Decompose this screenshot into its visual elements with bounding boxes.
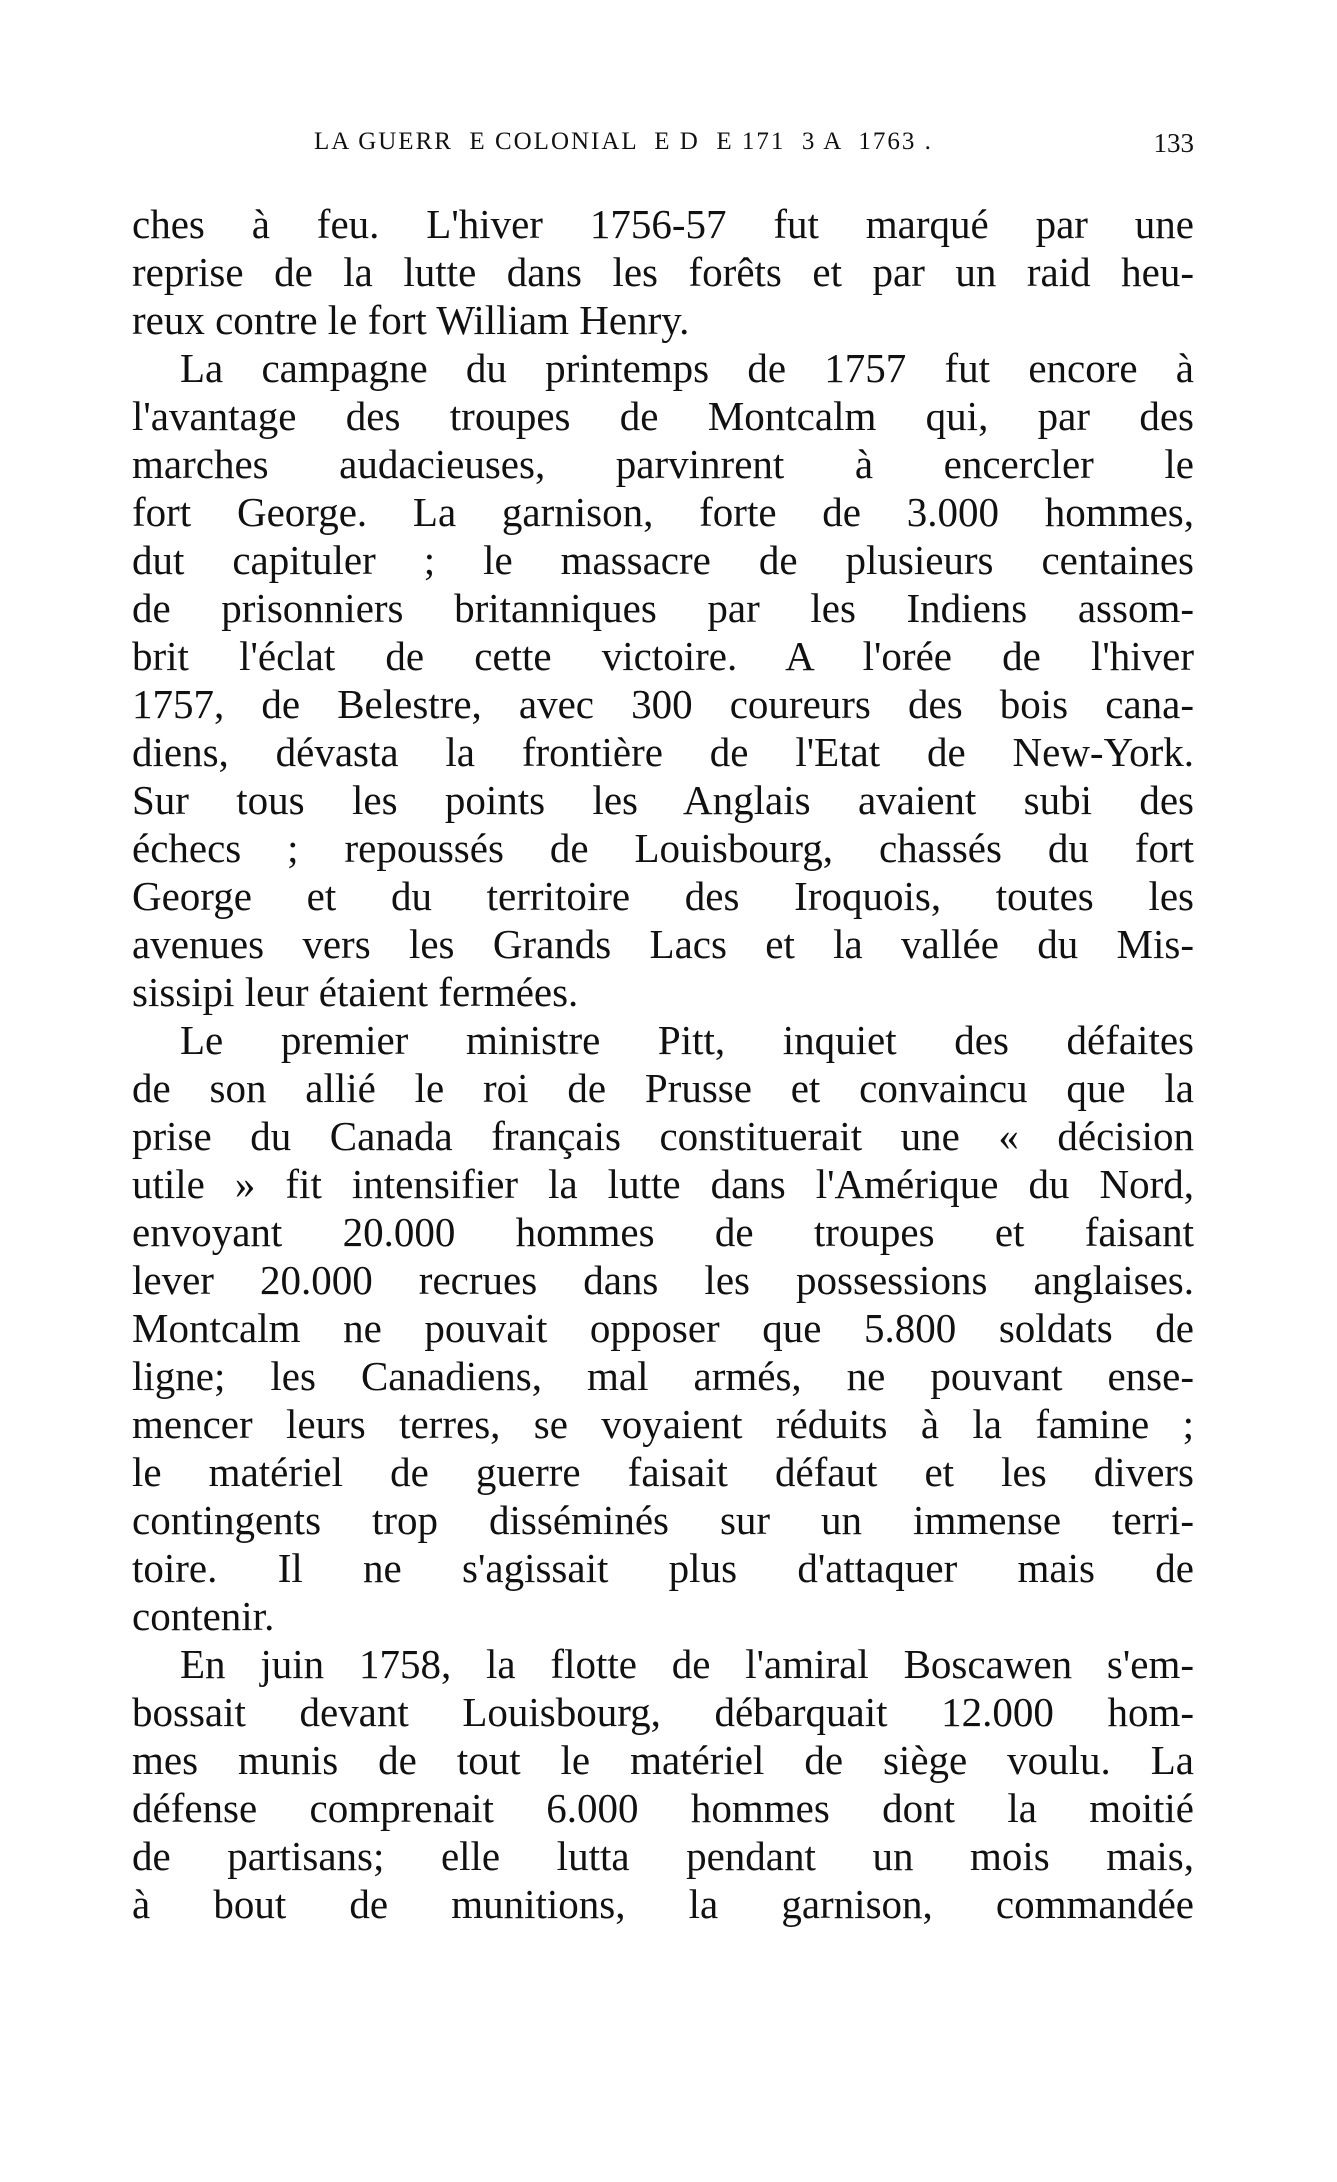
page-number: 133 — [1153, 128, 1194, 158]
text-line: l'avantage des troupes de Montcalm qui, par des — [132, 393, 1194, 439]
text-line: dut capituler ; le massacre de plusieurs centaines — [132, 537, 1194, 583]
text-line: diens, dévasta la frontière de l'Etat de New-York. — [132, 729, 1194, 775]
text-line: de partisans; elle lutta pendant un mois mais, — [132, 1833, 1194, 1879]
text-line: envoyant 20.000 hommes de troupes et faisant — [132, 1209, 1194, 1255]
text-line: toire. Il ne s'agissait plus d'attaquer mais de — [132, 1545, 1194, 1591]
text-line: lever 20.000 recrues dans les possessions anglaises. — [132, 1257, 1194, 1303]
text-line: contenir. — [132, 1593, 275, 1639]
text-line: ches à feu. L'hiver 1756-57 fut marqué par une — [132, 201, 1194, 247]
text-line: de prisonniers britanniques par les Indiens assom- — [132, 585, 1194, 631]
text-line: avenues vers les Grands Lacs et la vallée du Mis- — [132, 921, 1194, 967]
body-text — [132, 200, 1194, 1928]
text-line: marches audacieuses, parvinrent à encercler le — [132, 441, 1194, 487]
text-line: Sur tous les points les Anglais avaient subi des — [132, 777, 1194, 823]
text-line: mencer leurs terres, se voyaient réduits à la famine ; — [132, 1401, 1194, 1447]
text-line: 1757, de Belestre, avec 300 coureurs des bois cana- — [132, 681, 1194, 727]
text-line: à bout de munitions, la garnison, commandée — [132, 1881, 1194, 1927]
text-line: reux contre le fort William Henry. — [132, 297, 690, 343]
text-line: défense comprenait 6.000 hommes dont la moitié — [132, 1785, 1194, 1831]
text-line: George et du territoire des Iroquois, toutes les — [132, 873, 1194, 919]
text-line: sissipi leur étaient fermées. — [132, 969, 579, 1015]
running-head — [132, 128, 1194, 164]
text-line: ligne; les Canadiens, mal armés, ne pouvant ense- — [132, 1353, 1194, 1399]
text-line: échecs ; repoussés de Louisbourg, chassés du fort — [132, 825, 1194, 871]
text-line: reprise de la lutte dans les forêts et par un raid heu- — [132, 249, 1194, 295]
text-line: prise du Canada français constituerait une « décision — [132, 1113, 1194, 1159]
text-line: utile » fit intensifier la lutte dans l'Amérique du Nord, — [132, 1161, 1194, 1207]
text-line: bossait devant Louisbourg, débarquait 12.000 hom- — [132, 1689, 1194, 1735]
text-line: contingents trop disséminés sur un immense terri- — [132, 1497, 1194, 1543]
text-line: brit l'éclat de cette victoire. A l'orée de l'hiver — [132, 633, 1194, 679]
text-line: Le premier ministre Pitt, inquiet des défaites — [180, 1017, 1194, 1063]
text-line: fort George. La garnison, forte de 3.000 hommes, — [132, 489, 1194, 535]
text-line: La campagne du printemps de 1757 fut encore à — [180, 345, 1194, 391]
text-line: En juin 1758, la flotte de l'amiral Boscawen s'em- — [180, 1641, 1194, 1687]
running-title: LA GUERR E COLONIAL E D E 171 3 A 1763 . — [314, 128, 933, 155]
text-line: de son allié le roi de Prusse et convaincu que la — [132, 1065, 1194, 1111]
text-line: Montcalm ne pouvait opposer que 5.800 soldats de — [132, 1305, 1194, 1351]
text-line: mes munis de tout le matériel de siège voulu. La — [132, 1737, 1194, 1783]
text-line: le matériel de guerre faisait défaut et les divers — [132, 1449, 1194, 1495]
